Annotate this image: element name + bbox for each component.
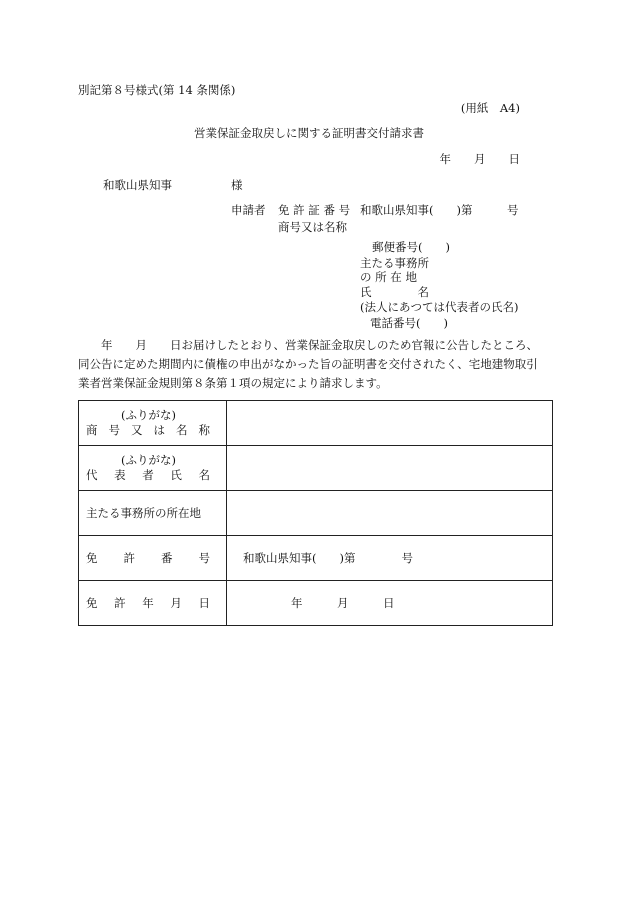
request-details-table (78, 400, 553, 626)
trade-name-input-cell[interactable] (227, 401, 553, 446)
office-address-row-label: 主たる事務所の所在地 (79, 491, 227, 536)
representative-input-cell[interactable] (227, 446, 553, 491)
license-number-row-label: 免 許 番 号 (86, 551, 210, 565)
postal-code: 郵便番号( ) (372, 240, 450, 254)
addressee: 和歌山県知事 (103, 178, 172, 192)
trade-name-label: 商号又は名称 (278, 220, 347, 234)
table-row (79, 446, 553, 491)
paragraph-line: 同公告に定めた期間内に債権の申出がなかった旨の証明書を交付されたく、宅地建物取引 (78, 357, 538, 371)
office-address-input-cell[interactable] (227, 491, 553, 536)
trade-name-cell-label (79, 401, 227, 446)
office-label-line2: の 所 在 地 (360, 270, 417, 284)
license-number-input-cell[interactable]: 和歌山県知事( )第 号 (227, 536, 553, 581)
phone-number: 電話番号( ) (370, 316, 448, 330)
table-row (79, 491, 553, 536)
license-date-row-label-cell (79, 581, 227, 626)
document-title: 営業保証金取戻しに関する証明書交付請求書 (194, 126, 424, 140)
applicant-role-label: 申請者 (231, 203, 266, 217)
table-row (79, 581, 553, 626)
license-date-input-cell[interactable]: 年 月 日 (227, 581, 553, 626)
paragraph-line: 年 月 日お届けしたとおり、営業保証金取戻しのため官報に公告したところ、 (78, 338, 538, 352)
license-number-value: 和歌山県知事( )第 号 (360, 203, 519, 217)
office-label-line1: 主たる事務所 (360, 256, 429, 270)
representative-cell-label (79, 446, 227, 491)
name-label: 氏 名 (360, 285, 429, 299)
name-note: (法人にあつては代表者の氏名) (360, 300, 519, 314)
furigana-label: (ふりがな) (121, 408, 176, 422)
paragraph-line: 業者営業保証金規則第８条第１項の規定により請求します。 (78, 376, 388, 390)
trade-name-row-label: 商 号 又 は 名 称 (86, 423, 210, 437)
paper-size-note: (用紙 A4) (460, 101, 520, 115)
license-date-row-label: 免 許 年 月 日 (86, 596, 210, 610)
license-number-row-label-cell (79, 536, 227, 581)
honorific: 様 (231, 178, 243, 192)
table-row (79, 401, 553, 446)
furigana-label: (ふりがな) (121, 453, 176, 467)
table-row (79, 536, 553, 581)
representative-row-label: 代 表 者 氏 名 (86, 468, 210, 482)
request-paragraph (78, 336, 553, 393)
form-reference: 別記第８号様式(第 14 条関係) (78, 83, 236, 97)
license-number-label: 免 許 証 番 号 (278, 203, 351, 217)
date-line: 年 月 日 (439, 152, 520, 166)
